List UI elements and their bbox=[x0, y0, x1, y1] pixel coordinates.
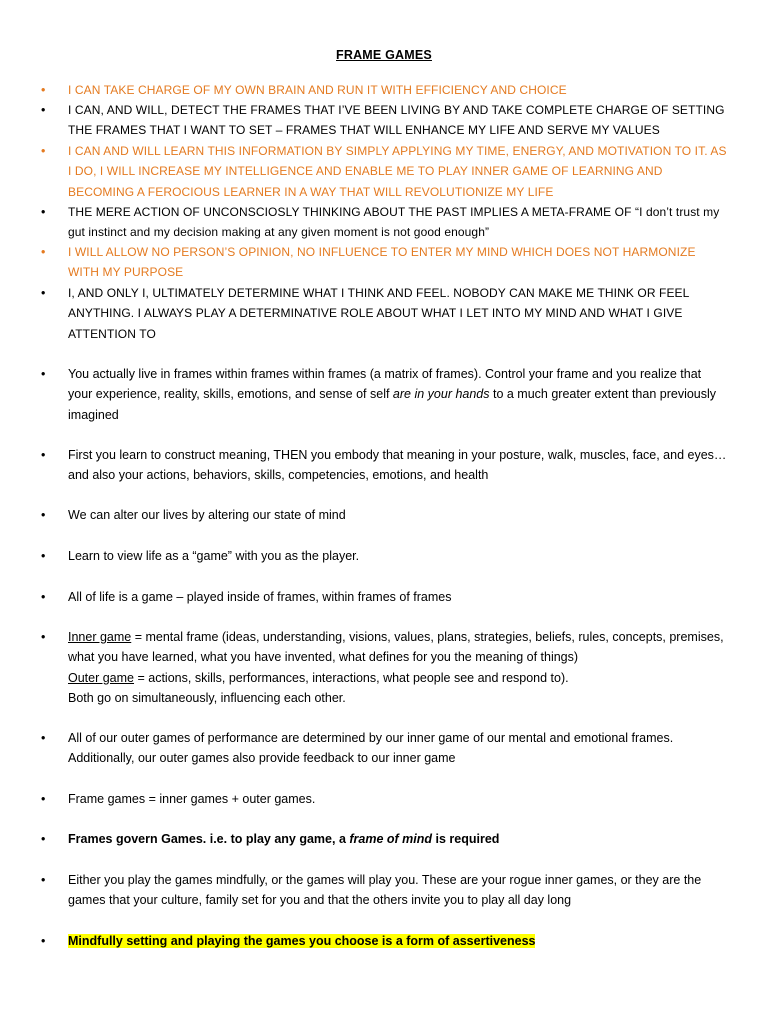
italic-phrase: frame of mind bbox=[349, 832, 433, 846]
inner-game-label: Inner game bbox=[68, 630, 132, 644]
bullet-mark: • bbox=[41, 508, 46, 522]
text-run: You actually live in frames within frames within frames (a matrix of frames). Control your frame and you realize that your experience, reality, skills, emotions, and sense of self bbox=[68, 367, 702, 402]
text-run: is required bbox=[432, 832, 500, 846]
list-item-text bbox=[68, 829, 728, 849]
highlighted-text: Mindfully setting and playing the games you choose is a form of assertiveness bbox=[68, 934, 536, 948]
list-item-text bbox=[68, 364, 728, 425]
list-item-text: Either you play the games mindfully, or the games will play you. These are your rogue inner games, or they are the games that your culture, family set for you and that the others invite you to play all day long bbox=[68, 873, 702, 908]
list-item-text: Frame games = inner games + outer games. bbox=[68, 792, 316, 806]
bullet-mark: • bbox=[41, 873, 46, 887]
bullet-mark: • bbox=[41, 792, 46, 806]
bullet-mark: • bbox=[41, 205, 46, 219]
list-item-text: Learn to view life as a “game” with you as the player. bbox=[68, 549, 360, 563]
list-item-text: All of life is a game – played inside of frames, within frames of frames bbox=[68, 590, 452, 604]
bullet-mark: • bbox=[41, 103, 46, 117]
bullet-mark: • bbox=[41, 731, 46, 745]
bullet-mark: • bbox=[41, 549, 46, 563]
bullet-mark: • bbox=[41, 367, 46, 381]
list-item-text: All of our outer games of performance are determined by our inner game of our mental and emotional frames. Additionally, our outer games also provide feedback to our inner game bbox=[68, 731, 674, 766]
list-item-text: I CAN AND WILL LEARN THIS INFORMATION BY SIMPLY APPLYING MY TIME, ENERGY, AND MOTIVATION TO IT. AS I DO, I WILL INCREASE MY INTELLIGENCE AND ENABLE ME TO PLAY INNER GAME OF LEARNING AND BECOMING A FEROCIOUS LEARNER IN A WAY THAT WILL REVOLUTIONIZE MY LIFE bbox=[68, 144, 727, 199]
document-title: FRAME GAMES bbox=[336, 48, 432, 62]
list-item-text bbox=[68, 931, 728, 951]
bullet-mark: • bbox=[41, 934, 46, 948]
text-run: to a much greater extent than previously imagined bbox=[68, 387, 717, 422]
text-run: Frames govern Games. i.e. to play any game, a bbox=[68, 832, 350, 846]
italic-phrase: are in your hands bbox=[392, 387, 490, 402]
bullet-mark: • bbox=[41, 144, 46, 158]
inner-game-text: = mental frame (ideas, understanding, visions, values, plans, strategies, beliefs, rules, concepts, premises, what you have learned, what you have invented, what defines for you the meaning of things) bbox=[68, 630, 724, 665]
bullet-mark: • bbox=[41, 448, 46, 462]
list-item-text bbox=[68, 627, 728, 708]
list-item-text: I CAN, AND WILL, DETECT THE FRAMES THAT I’VE BEEN LIVING BY AND TAKE COMPLETE CHARGE OF SETTING THE FRAMES THAT I WANT TO SET – FRAMES THAT WILL ENHANCE MY LIFE AND SERVE MY VALUES bbox=[68, 103, 725, 138]
bullet-mark: • bbox=[41, 286, 46, 300]
bullet-mark: • bbox=[41, 590, 46, 604]
bullet-mark: • bbox=[41, 83, 46, 97]
outer-game-text: = actions, skills, performances, interactions, what people see and respond to). bbox=[134, 670, 569, 685]
list-item-text: I CAN TAKE CHARGE OF MY OWN BRAIN AND RUN IT WITH EFFICIENCY AND CHOICE bbox=[68, 83, 567, 97]
bullet-mark: • bbox=[41, 630, 46, 644]
outer-game-label: Outer game bbox=[68, 670, 135, 685]
list-item-text: THE MERE ACTION OF UNCONSCIOSLY THINKING ABOUT THE PAST IMPLIES A META-FRAME OF “I don’t trust my gut instinct and my decision making at any given moment is not good enough” bbox=[68, 205, 720, 240]
bullet-mark: • bbox=[41, 245, 46, 259]
list-item-text: I, AND ONLY I, ULTIMATELY DETERMINE WHAT I THINK AND FEEL. NOBODY CAN MAKE ME THINK OR FEEL ANYTHING. I ALWAYS PLAY A DETERMINATIVE ROLE ABOUT WHAT I LET INTO MY MIND AND WHAT I GIVE ATTENTION TO bbox=[68, 286, 689, 341]
both-games-text: Both go on simultaneously, influencing each other. bbox=[68, 690, 346, 705]
bullet-mark: • bbox=[41, 832, 46, 846]
list-item-text: I WILL ALLOW NO PERSON’S OPINION, NO INFLUENCE TO ENTER MY MIND WHICH DOES NOT HARMONIZE WITH MY PURPOSE bbox=[68, 245, 696, 280]
list-item-text: First you learn to construct meaning, THEN you embody that meaning in your posture, walk, muscles, face, and eyes…and also your actions, behaviors, skills, competencies, emotions, and health bbox=[68, 448, 727, 483]
list-item-text: We can alter our lives by altering our state of mind bbox=[68, 508, 346, 522]
